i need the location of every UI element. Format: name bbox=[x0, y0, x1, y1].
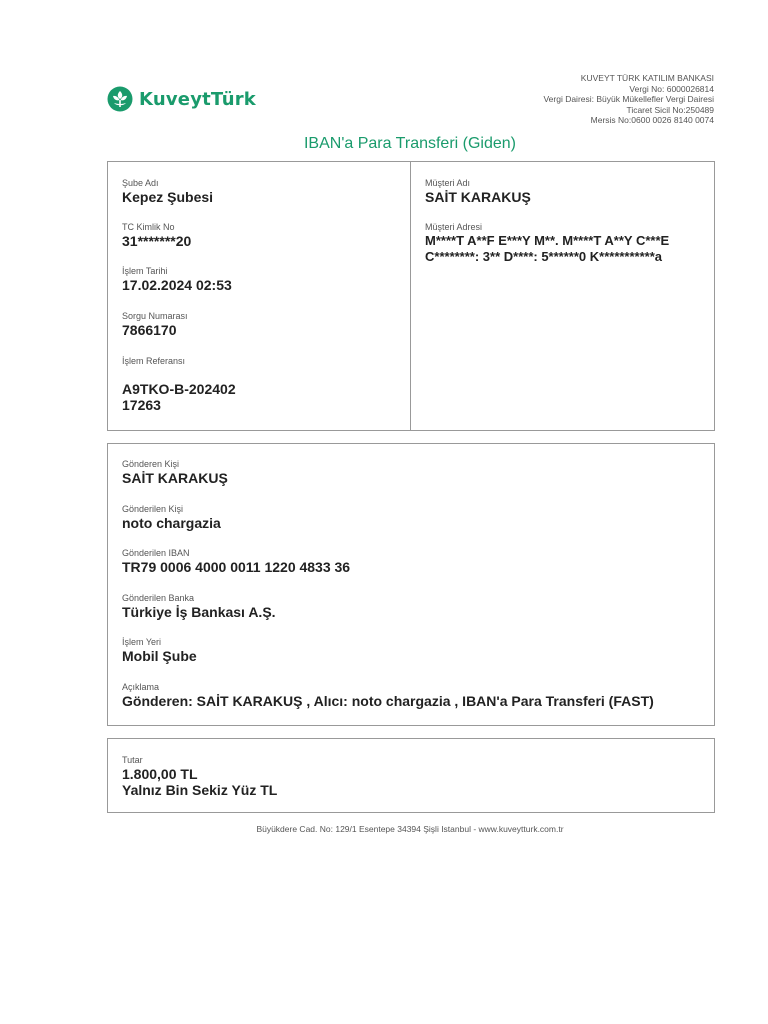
branch-value: Kepez Şubesi bbox=[122, 189, 214, 205]
amount-field bbox=[122, 755, 704, 798]
place-field bbox=[122, 637, 704, 664]
iban-value: TR79 0006 4000 0011 1220 4833 36 bbox=[122, 559, 351, 575]
bank-value: Türkiye İş Bankası A.Ş. bbox=[122, 604, 276, 620]
customer-address-line1: M****T A**F E***Y M**. M****T A**Y C***E bbox=[425, 233, 670, 248]
query-label: Sorgu Numarası bbox=[122, 311, 188, 321]
description-field bbox=[122, 682, 704, 709]
place-label: İşlem Yeri bbox=[122, 637, 162, 647]
place-value: Mobil Şube bbox=[122, 648, 197, 664]
bank-field bbox=[122, 593, 704, 620]
branch-field bbox=[122, 178, 400, 205]
customer-name-label: Müşteri Adı bbox=[425, 178, 471, 188]
customer-address-field bbox=[425, 222, 704, 265]
tc-value: 31*******20 bbox=[122, 233, 192, 249]
customer-address-line2: C********: 3** D****: 5******0 K***********a bbox=[425, 249, 663, 264]
reference-field bbox=[122, 356, 400, 413]
query-field bbox=[122, 311, 400, 338]
iban-label: Gönderilen IBAN bbox=[122, 548, 190, 558]
amount-in-words: Yalnız Bin Sekiz Yüz TL bbox=[122, 782, 278, 798]
branch-info-box bbox=[107, 161, 411, 431]
description-value: Gönderen: SAİT KARAKUŞ , Alıcı: noto chargazia , IBAN'a Para Transferi (FAST) bbox=[122, 693, 654, 709]
bank-logo bbox=[107, 86, 256, 112]
tulip-logo-icon bbox=[107, 86, 133, 112]
amount-value: 1.800,00 TL bbox=[122, 766, 198, 782]
sender-field bbox=[122, 459, 704, 486]
tc-label: TC Kimlik No bbox=[122, 222, 175, 232]
mersis-number: Mersis No:0600 0026 8140 0074 bbox=[590, 115, 714, 125]
trade-registry: Ticaret Sicil No:250489 bbox=[626, 104, 714, 115]
transfer-details-box bbox=[107, 443, 715, 726]
bank-name: KUVEYT TÜRK KATILIM BANKASI bbox=[580, 73, 714, 83]
reference-value-line2: 17263 bbox=[122, 397, 161, 413]
recipient-field bbox=[122, 504, 704, 531]
customer-info-box bbox=[410, 161, 715, 431]
tax-office: Vergi Dairesi: Büyük Mükellefler Vergi Dairesi bbox=[543, 94, 714, 104]
amount-box bbox=[107, 738, 715, 813]
reference-label: İşlem Referansı bbox=[122, 356, 186, 366]
sender-label: Gönderen Kişi bbox=[122, 459, 180, 469]
amount-label: Tutar bbox=[122, 755, 143, 765]
recipient-label: Gönderilen Kişi bbox=[122, 504, 184, 514]
tax-number: Vergi No: 6000026814 bbox=[629, 83, 714, 94]
customer-name-field bbox=[425, 178, 704, 205]
date-label: İşlem Tarihi bbox=[122, 266, 168, 276]
tc-field bbox=[122, 222, 400, 249]
query-value: 7866170 bbox=[122, 322, 177, 338]
customer-address-label: Müşteri Adresi bbox=[425, 222, 483, 232]
logo-wordmark: KuveytTürk bbox=[139, 88, 256, 110]
branch-label: Şube Adı bbox=[122, 178, 159, 188]
document-title: IBAN'a Para Transferi (Giden) bbox=[303, 135, 517, 152]
bank-label: Gönderilen Banka bbox=[122, 593, 195, 603]
reference-value-line1: A9TKO-B-202402 bbox=[122, 381, 236, 397]
iban-field bbox=[122, 548, 704, 575]
bank-info bbox=[543, 73, 714, 126]
date-field bbox=[122, 266, 400, 293]
customer-name-value: SAİT KARAKUŞ bbox=[425, 189, 531, 205]
description-label: Açıklama bbox=[122, 682, 160, 692]
sender-value: SAİT KARAKUŞ bbox=[122, 470, 228, 486]
recipient-value: noto chargazia bbox=[122, 515, 221, 531]
date-value: 17.02.2024 02:53 bbox=[122, 277, 232, 293]
footer-address: Büyükdere Cad. No: 129/1 Esentepe 34394 Şişli Istanbul - www.kuveytturk.com.tr bbox=[256, 824, 564, 834]
